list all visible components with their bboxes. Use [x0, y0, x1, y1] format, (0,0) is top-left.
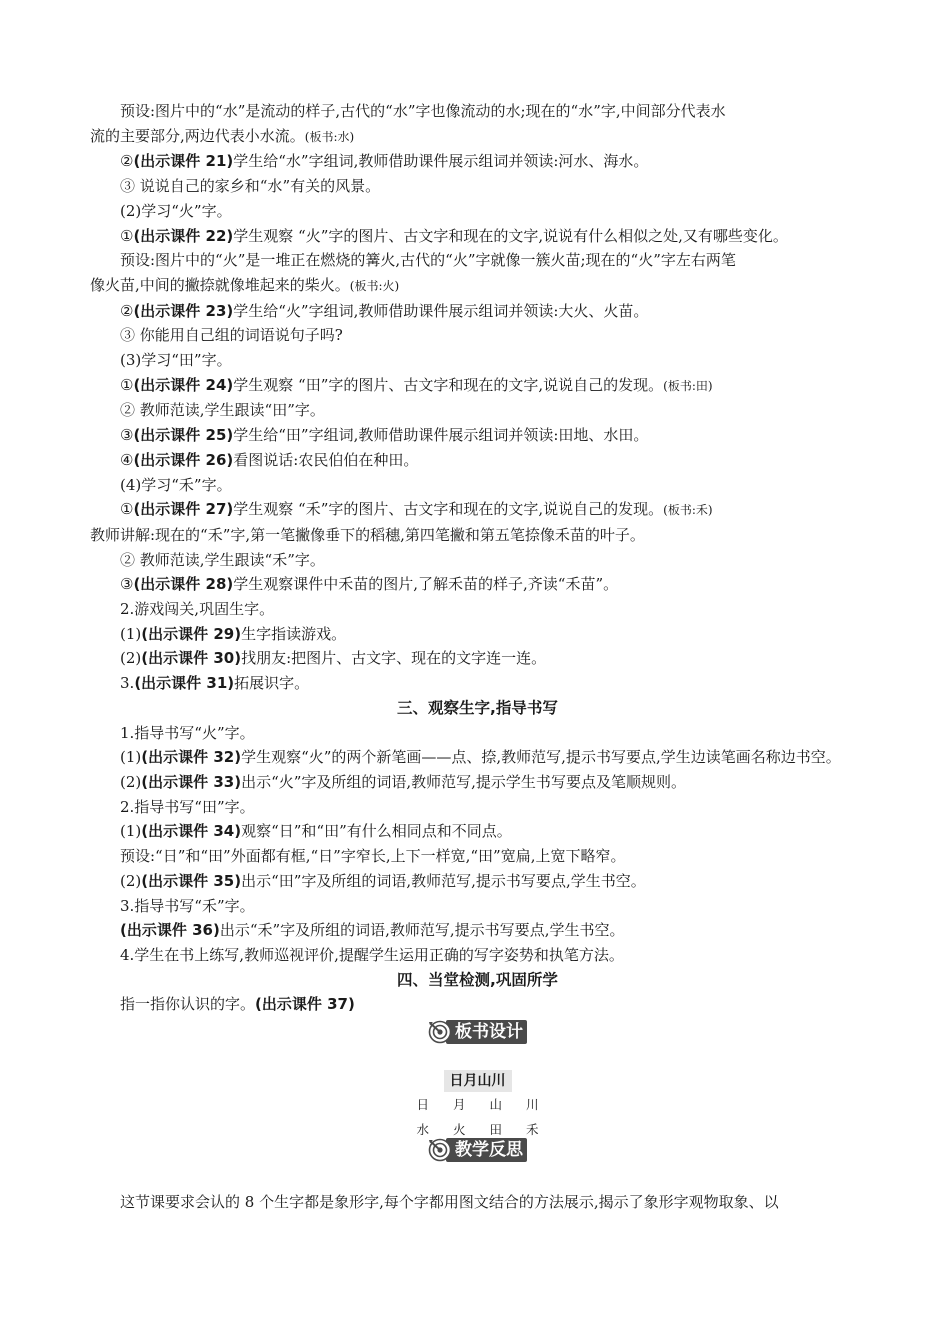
- text-line: 流的主要部分,两边代表小水流。(板书:水): [90, 126, 355, 145]
- board-characters-row: 水 火 田 禾: [416, 1122, 549, 1138]
- courseware-ref: (出示课件 22): [133, 226, 234, 245]
- courseware-ref: (出示课件 33): [141, 772, 242, 791]
- text-line: ①(出示课件 24)学生观察 “田”字的图片、古文字和现在的文字,说说自己的发现。(板书:田): [120, 375, 713, 394]
- text-line: ①(出示课件 27)学生观察 “禾”字的图片、古文字和现在的文字,说说自己的发现。(板书:禾): [120, 500, 713, 519]
- text-line: 3.(出示课件 31)拓展识字。: [120, 674, 310, 693]
- text-line: 预设:“日”和“田”外面都有框,“日”字窄长,上下一样宽,“田”宽扁,上宽下略窄。: [120, 847, 626, 866]
- courseware-ref: (出示课件 23): [133, 301, 234, 320]
- text-line: ② 教师范读,学生跟读“禾”字。: [120, 550, 325, 569]
- text-line: 2.游戏闯关,巩固生字。: [120, 600, 275, 619]
- board-title: 日月山川: [444, 1070, 512, 1092]
- target-icon: [428, 1020, 452, 1044]
- text-line: 指一指你认识的字。(出示课件 37): [120, 995, 355, 1014]
- courseware-ref: (出示课件 28): [133, 575, 234, 594]
- courseware-ref: (出示课件 35): [141, 871, 242, 890]
- teaching-reflection-banner: [90, 1138, 865, 1170]
- text-line: (2)(出示课件 30)找朋友:把图片、古文字、现在的文字连一连。: [120, 649, 547, 668]
- text-line: 这节课要求会认的 8 个生字都是象形字,每个字都用图文结合的方法展示,揭示了象形字观物取象、以: [120, 1193, 779, 1212]
- text-line: ④(出示课件 26)看图说话:农民伯伯在种田。: [120, 450, 419, 469]
- board-note: (板书:火): [349, 278, 400, 293]
- courseware-ref: (出示课件 25): [133, 426, 234, 445]
- text-line: 像火苗,中间的撇捺就像堆起来的柴火。(板书:火): [90, 275, 400, 294]
- courseware-ref: (出示课件 34): [141, 822, 242, 841]
- board-note: (板书:水): [304, 129, 355, 144]
- text-line: (3)学习“田”字。: [120, 351, 232, 370]
- section-heading: 三、观察生字,指导书写: [397, 698, 558, 717]
- banner-label: 教学反思: [446, 1138, 527, 1162]
- board-characters-row: 日 月 山 川: [416, 1097, 549, 1113]
- banner-label: 板书设计: [446, 1020, 527, 1044]
- text-line: 2.指导书写“田”字。: [120, 797, 255, 816]
- text-line: 4.学生在书上练写,教师巡视评价,提醒学生运用正确的写字姿势和执笔方法。: [120, 945, 624, 964]
- text-line: ③(出示课件 25)学生给“田”字组词,教师借助课件展示组词并领读:田地、水田。: [120, 426, 649, 445]
- text-line: 1.指导书写“火”字。: [120, 723, 255, 742]
- text-line: ③ 说说自己的家乡和“水”有关的风景。: [120, 177, 381, 196]
- text-line: 预设:图片中的“水”是流动的样子,古代的“水”字也像流动的水;现在的“水”字,中间部分代表水: [120, 102, 726, 120]
- text-line: (1)(出示课件 32)学生观察“火”的两个新笔画——点、捺,教师范写,提示书写要点,学生边读笔画名称边书空。: [120, 748, 841, 767]
- text-line: ②(出示课件 21)学生给“水”字组词,教师借助课件展示组词并领读:河水、海水。: [120, 152, 649, 171]
- board-design-banner: [90, 1020, 865, 1052]
- text-line: (2)学习“火”字。: [120, 201, 232, 220]
- text-line: 3.指导书写“禾”字。: [120, 896, 255, 915]
- courseware-ref: (出示课件 32): [141, 748, 242, 767]
- text-line: ② 教师范读,学生跟读“田”字。: [120, 401, 325, 420]
- courseware-ref: (出示课件 36): [120, 921, 220, 940]
- courseware-ref: (出示课件 21): [133, 152, 234, 171]
- courseware-ref: (出示课件 29): [141, 624, 242, 643]
- text-line: ②(出示课件 23)学生给“火”字组词,教师借助课件展示组词并领读:大火、火苗。: [120, 301, 649, 320]
- text-line: (2)(出示课件 33)出示“火”字及所组的词语,教师范写,提示学生书写要点及笔顺规则。: [120, 772, 686, 791]
- text-line: ①(出示课件 22)学生观察 “火”字的图片、古文字和现在的文字,说说有什么相似之处,又有哪些变化。: [120, 226, 788, 245]
- courseware-ref: (出示课件 30): [141, 649, 242, 668]
- text-line: (出示课件 36)出示“禾”字及所组的词语,教师范写,提示书写要点,学生书空。: [120, 921, 625, 940]
- courseware-ref: (出示课件 24): [133, 375, 234, 394]
- text-line: (4)学习“禾”字。: [120, 475, 232, 494]
- text-line: (1)(出示课件 29)生字指读游戏。: [120, 624, 347, 643]
- text-line: 教师讲解:现在的“禾”字,第一笔撇像垂下的稻穗,第四笔撇和第五笔捺像禾苗的叶子。: [90, 525, 645, 544]
- text-line: (2)(出示课件 35)出示“田”字及所组的词语,教师范写,提示书写要点,学生书空。: [120, 871, 646, 890]
- board-note: (板书:田): [663, 378, 713, 393]
- text-line: ③(出示课件 28)学生观察课件中禾苗的图片,了解禾苗的样子,齐读“禾苗”。: [120, 575, 619, 594]
- text-line: (1)(出示课件 34)观察“日”和“田”有什么相同点和不同点。: [120, 822, 512, 841]
- text-line: 预设:图片中的“火”是一堆正在燃烧的篝火,古代的“火”字就像一簇火苗;现在的“火”字左右两笔: [120, 251, 736, 270]
- courseware-ref: (出示课件 27): [133, 500, 234, 519]
- text-line: ③ 你能用自己组的词语说句子吗?: [120, 326, 343, 345]
- section-heading: 四、当堂检测,巩固所学: [397, 970, 558, 989]
- target-icon: [428, 1138, 452, 1162]
- blackboard-design: [90, 1068, 865, 1143]
- board-note: (板书:禾): [663, 503, 713, 518]
- courseware-ref: (出示课件 31): [134, 674, 235, 693]
- courseware-ref: (出示课件 37): [255, 995, 355, 1014]
- courseware-ref: (出示课件 26): [133, 450, 234, 469]
- lesson-plan-page: [90, 99, 865, 1215]
